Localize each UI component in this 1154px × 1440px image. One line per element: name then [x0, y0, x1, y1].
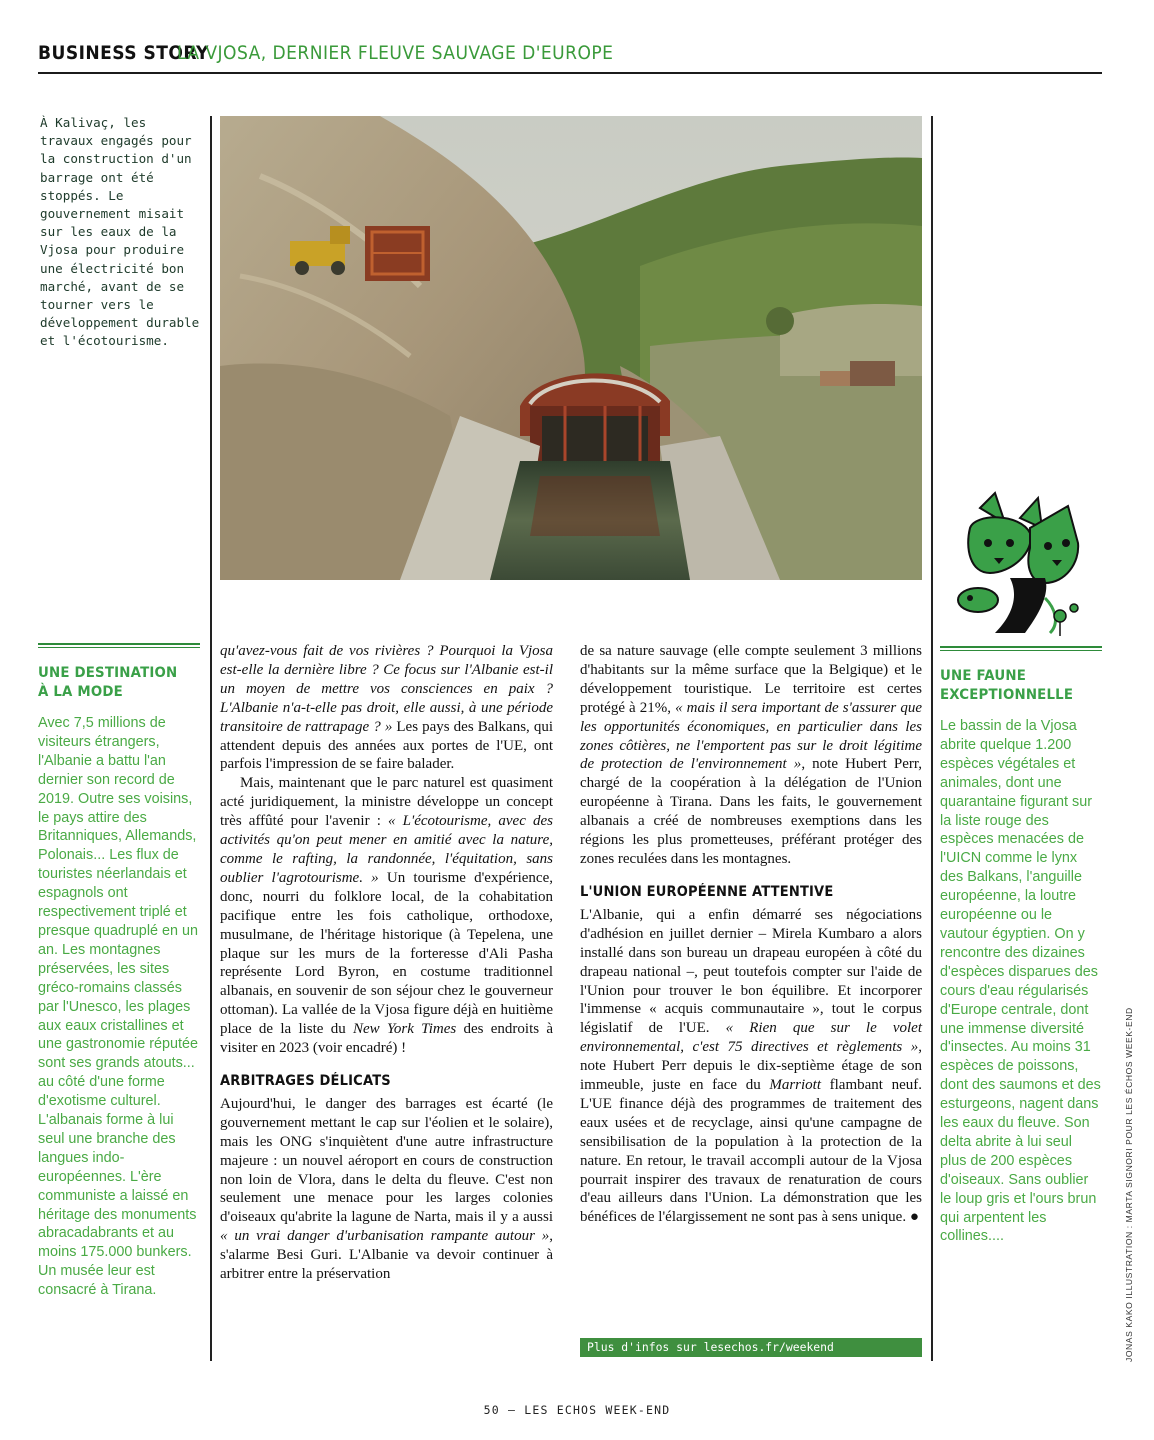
quote: qu'avez-vous fait de vos rivières ? Pourquoi la Vjosa est-elle la dernière libre ? Ce focus sur l'Albanie est-il un moyen de mettre vos consciences en paix ? L'Albanie n'a-t-elle pas droit, elle aussi, à une période transitoire de rattrapage ? » — [220, 643, 553, 735]
photo-caption: À Kalivaç, les travaux engagés pour la construction d'un barrage ont été stoppés. Le gouvernement misait sur les eaux de la Vjosa pour produire une électricité bon marché, avant de se tourner vers le développement durable et l'écotourisme. — [40, 115, 200, 349]
dam-photo-illustration — [220, 116, 922, 580]
sidebar-heading-line1: UNE DESTINATION — [38, 665, 178, 681]
text: de sa nature sauvage (elle compte seulement 3 millions d'habitants sur la même surface que la Belgique) et le développement touristique. Le territoire est certes protégé à 21%, — [580, 643, 922, 716]
section-heading: ARBITRAGES DÉLICATS — [220, 1072, 391, 1089]
dam-photo — [220, 116, 922, 580]
quote: « L'écotourisme, avec des activités qu'on peut mener en amitié avec la nature, comme le rafting, la randonnée, l'équitation, sans oublier l'agrotourisme. » — [220, 813, 553, 886]
publication-name: New York Times — [353, 1021, 457, 1038]
sidebar-rule — [38, 643, 200, 645]
article-column-2 — [580, 642, 922, 1227]
more-info-link[interactable]: Plus d'infos sur lesechos.fr/weekend — [580, 1338, 922, 1357]
hotel-name: Marriott — [769, 1077, 822, 1094]
text: , note Hubert Perr depuis le dix-septième étage de son immeuble, juste en face du — [580, 1039, 922, 1094]
column-divider-right — [931, 116, 933, 1361]
section-kicker: BUSINESS STORY — [38, 42, 209, 64]
sidebar-body: Le bassin de la Vjosa abrite quelque 1.200 espèces végétales et animales, dont une quarantaine figurant sur la liste rouge des espèces menacées de l'UICN comme le lynx des Balkans, l'anguille européenne, la loutre européenne ou le vautour égyptien. On y rencontre des dizaines d'espèces disparues des cours d'eau régularisés d'Europe centrale, dont une immense diversité d'insectes. Au moins 31 espèces de poissons, dont des saumons et des esturgeons, nagent dans les eaux du fleuve. Son delta abrite à lui seul plus de 200 espèces d'oiseaux. Sans oublier le loup gris et l'ours brun qui arpentent les collines.... — [940, 718, 1101, 1245]
sidebar-rule-thin — [940, 650, 1102, 651]
quote: « mais il sera important de s'assurer que les opportunités économiques, en particulier dans les zones côtières, ne l'emportent pas sur le droit légitime de protection de l'environnement » — [580, 699, 922, 773]
quote: « Rien que sur le volet environnemental, c'est 75 directives et règlements » — [580, 1020, 923, 1056]
lynx-fox-drawing — [950, 488, 1090, 638]
sidebar-rule-thin — [38, 647, 200, 648]
text: flambant neuf. L'UE finance déjà des programmes de traitement des eaux usées et de recyclage, ainsi qu'une campagne de sensibilisation de la population à la protection de la nature. En retour, le travail accompli autour de la Vjosa pourrait inspirer des travaux de renaturation de cours d'eau ailleurs dans l'Union. La démonstration que les bénéfices de l'élargissement ne sont pas à sens unique. — [580, 1077, 922, 1226]
sidebar-rule — [940, 646, 1102, 648]
sidebar-body: Avec 7,5 millions de visiteurs étrangers, l'Albanie a battu l'an dernier son record de 2019. Outre ses voisins, le pays attire des Britanniques, Allemands, Polonais... Les flux de touristes néerlandais et espagnols ont respectivement triplé et presque quadruplé en un an. Les montagnes préservées, les sites gréco-romains classés par l'Unesco, les plages aux eaux cristallines et une gastronomie réputée sont ses grands atouts... au côté d'une forme d'exotisme culturel. L'albanais forme à lui seul une branche des langues indo-européennes. L'ère communiste a laissé en héritage des monuments abracadabrants et au moins 175.000 bunkers. Un musée leur est consacré à Tirana. — [38, 715, 199, 1299]
text: Les pays des Balkans, qui attendent depuis des années aux portes de l'UE, ont parfois l'impression de se faire balader. — [220, 718, 554, 773]
quote: « un vrai danger d'urbanisation rampante autour » — [220, 1228, 550, 1245]
paragraph — [580, 906, 922, 1227]
page-header — [38, 42, 1102, 74]
text: L'Albanie, qui a enfin démarré ses négociations d'adhésion en juillet dernier – Mirela Kumbaro a alors installé dans son bureau un drapeau européen à côté du drapeau national –, peut toutefois compter sur l'aide de l'Union pour trouver le bon équilibre. Et incorporer l'immense « acquis communautaire », tout le corpus législatif de l'UE. — [580, 906, 922, 1037]
paragraph — [220, 1095, 553, 1284]
end-mark: ● — [909, 1209, 919, 1226]
sidebar-heading — [940, 667, 1089, 705]
text: , s'alarme Besi Guri. L'Albanie va devoir continuer à arbitrer entre la préservation — [220, 1228, 553, 1283]
text: des endroits à visiter en 2023 (voir encadré) ! — [220, 1021, 554, 1057]
fox-illustration — [950, 488, 1090, 638]
sidebar-heading-line2: À LA MODE — [38, 684, 123, 700]
sidebar-destination — [38, 643, 200, 1300]
article-title: LA VJOSA, DERNIER FLEUVE SAUVAGE D'EUROPE — [177, 42, 614, 64]
text: Un tourisme d'expérience, donc, nourri du folklore local, de la cohabitation pacifique entre les fois catholique, orthodoxe, musulmane, de l'héritage historique (à Tepelena, une plaque sur les murs de la forteresse d'Ali Pasha représente Lord Byron, en costume traditionnel albanais, en souvenir de son séjour chez le gouverneur ottoman). La vallée de la Vjosa figure déjà en huitième place de la liste du — [220, 869, 553, 1038]
article-column-1 — [220, 642, 553, 1284]
sidebar-heading-line2: EXCEPTIONNELLE — [940, 687, 1074, 703]
column-divider-left — [210, 116, 212, 1361]
sidebar-fauna — [940, 646, 1102, 1246]
section-heading: L'UNION EUROPÉENNE ATTENTIVE — [580, 883, 834, 900]
paragraph — [580, 642, 922, 869]
paragraph — [220, 642, 553, 774]
text: Aujourd'hui, le danger des barrages est écarté (le gouvernement mettant le cap sur l'éolien et le solaire), mais les ONG s'inquiètent d'une autre infrastructure majeure : un nouvel aéroport en cours de construction non loin de Vlora, dans le delta du fleuve. C'est non seulement une menace pour les larges colonies d'oiseaux qu'abrite la lagune de Narta, mais il y a aussi — [220, 1095, 553, 1226]
sidebar-heading-line1: UNE FAUNE — [940, 668, 1027, 684]
text: , note Hubert Perr, chargé de la coopération à la délégation de l'Union européenne à Tirana. Dans les faits, le gouvernement albanais a créé de nombreuses exemptions dans les régions les plus prometteuses, préférant protéger des zones reculées dans les montagnes. — [580, 756, 923, 867]
text: Mais, maintenant que le parc naturel est quasiment acté juridiquement, la ministre développe un concept très affûté pour l'avenir : — [220, 775, 553, 830]
photo-credit: JONAS KAKO ILLUSTRATION : MARTA SIGNORI POUR LES ÉCHOS WEEK-END — [1124, 1007, 1134, 1362]
paragraph — [220, 774, 553, 1058]
page-footer: 50 – LES ECHOS WEEK-END — [483, 1403, 671, 1417]
sidebar-heading — [38, 664, 187, 702]
